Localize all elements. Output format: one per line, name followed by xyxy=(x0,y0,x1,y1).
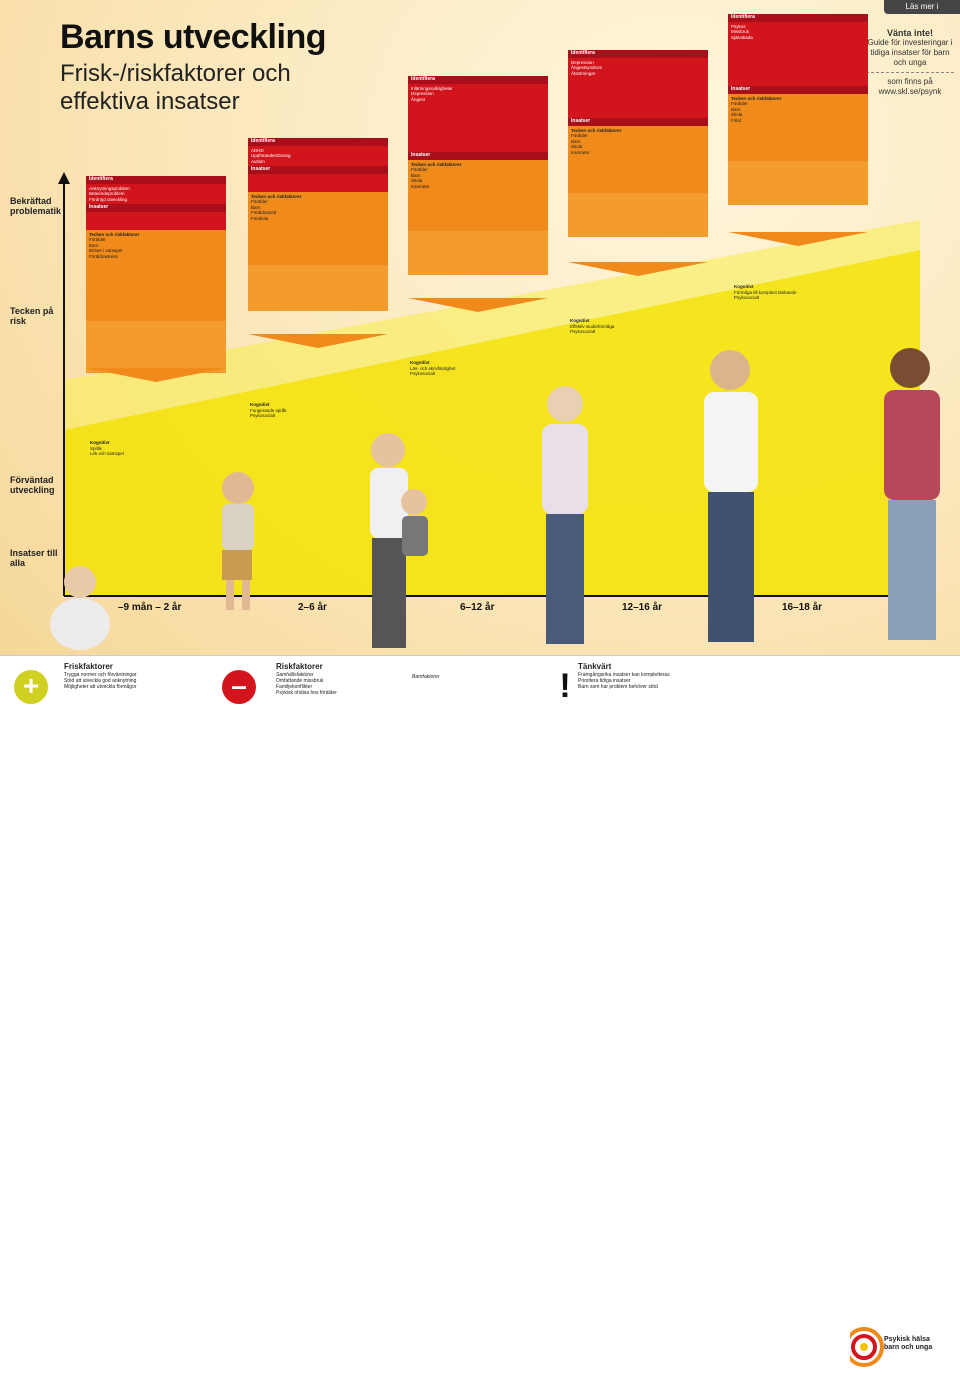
preteen-girl-figure xyxy=(520,378,610,656)
card-line: Missbruk xyxy=(731,29,750,34)
read-more-heading: Vänta inte! xyxy=(886,28,933,38)
footer-line: Trygga normer och förväntningar xyxy=(64,672,137,678)
card-identify-list xyxy=(86,184,226,205)
read-more-intro: som finns på xyxy=(887,77,933,86)
footer-line: Omfattande missbruk xyxy=(276,678,324,684)
card-line: Förälder xyxy=(571,133,588,138)
age-label-1: 2–6 år xyxy=(298,602,327,613)
note-line: Läs- och skrivfärdighet xyxy=(410,365,456,371)
logo-line: barn och unga xyxy=(884,1344,933,1351)
card-age-2 xyxy=(408,76,548,275)
card-subheader: Insatser xyxy=(408,152,548,160)
level-label-confirmed: Bekräftad problematik xyxy=(10,196,62,216)
card-risk-heading: Tecken och riskfaktorer xyxy=(731,95,782,101)
card-age-3 xyxy=(568,50,708,237)
card-line: Inlärningssvårigheter xyxy=(411,85,453,91)
card-insats-block xyxy=(86,212,226,230)
card-line: Förälder xyxy=(731,101,748,106)
card-line: Barn xyxy=(571,138,581,144)
card-line: Brister i samspel xyxy=(89,248,123,253)
card-line: Förälder xyxy=(411,167,428,172)
card-risk-block xyxy=(248,192,388,266)
note-heading: Kognitivt xyxy=(410,360,430,365)
card-line: Skola xyxy=(571,144,583,149)
read-more-link[interactable]: www.skl.se/psynk xyxy=(878,87,942,96)
card-identify-list xyxy=(248,146,388,167)
note-line: Psykosocialt xyxy=(734,295,760,300)
footer-line: Stöd att utveckla god anknytning xyxy=(64,678,137,684)
footer-risk xyxy=(276,664,536,696)
psykisk-halsa-logo xyxy=(850,1324,954,1370)
footer-line: Barn som har problem behöver stöd xyxy=(578,684,658,690)
logo-text xyxy=(884,1336,932,1352)
yellow-note-0 xyxy=(90,440,220,457)
logo-line: Psykisk hälsa xyxy=(884,1336,930,1343)
read-more-box xyxy=(866,28,954,97)
card-risk-block xyxy=(408,160,548,232)
card-subheader: Insatser xyxy=(248,166,388,174)
card-subheader: Insatser xyxy=(728,86,868,94)
minus-icon: – xyxy=(222,670,256,704)
card-risk-heading: Tecken och riskfaktorer xyxy=(411,161,462,167)
plus-icon: + xyxy=(14,670,48,704)
card-line: Förälder xyxy=(251,199,268,204)
card-line: Självskada xyxy=(731,34,753,40)
card-line: Barn xyxy=(89,242,99,248)
card-arrow-1 xyxy=(248,334,388,348)
card-line: Skola xyxy=(731,112,743,117)
card-identify-list xyxy=(408,84,548,153)
card-insats-orange xyxy=(728,161,868,205)
young-adult-figure xyxy=(866,342,960,656)
card-age-1 xyxy=(248,138,388,311)
age-label-3: 12–16 år xyxy=(622,602,663,613)
card-age-0 xyxy=(86,176,226,373)
footer-tank xyxy=(578,664,798,690)
logo-mark-icon xyxy=(850,1324,886,1370)
card-insats-orange xyxy=(408,231,548,275)
card-line: Depression xyxy=(411,91,434,96)
card-risk-block xyxy=(568,126,708,194)
card-line: Beteendeproblem xyxy=(89,191,125,196)
level-label-universal: Insatser till alla xyxy=(10,548,58,568)
note-line: Psykosocialt xyxy=(250,413,276,418)
card-header: Identifiera xyxy=(568,50,708,58)
page-title: Barns utveckling xyxy=(60,18,326,56)
yellow-note-1 xyxy=(250,402,380,419)
note-line: Effektiv studieförmåga xyxy=(570,323,615,329)
note-heading: Kognitivt xyxy=(250,402,270,407)
footer-line: Möjligheter att utveckla förmågor xyxy=(64,684,137,690)
card-line: ADHD xyxy=(251,147,264,153)
note-heading: Kognitivt xyxy=(734,284,754,289)
card-age-4 xyxy=(728,14,868,205)
yellow-note-2 xyxy=(410,360,540,377)
card-insats-block xyxy=(248,174,388,192)
card-line: Kamrater xyxy=(411,183,430,189)
card-line: Barn xyxy=(731,106,741,112)
card-line: Fritid xyxy=(731,117,741,123)
age-label-4: 16–18 år xyxy=(782,602,823,613)
card-line: Fördröjd utveckling xyxy=(89,196,128,202)
card-risk-heading: Tecken och riskfaktorer xyxy=(571,127,622,133)
card-subheader: Insatser xyxy=(568,118,708,126)
card-line: Ångestsyndrom xyxy=(571,65,603,70)
card-header: Identifiera xyxy=(408,76,548,84)
level-label-expected: Förväntad utveckling xyxy=(10,475,55,495)
note-heading: Kognitivt xyxy=(90,440,110,445)
note-line: Språk xyxy=(90,445,102,451)
footer-risk-sub-b: Barnfaktorer xyxy=(412,674,440,680)
level-label-risk-signs: Tecken på risk xyxy=(10,306,54,326)
card-header: Identifiera xyxy=(86,176,226,184)
card-identify-list xyxy=(728,22,868,87)
y-axis-arrow xyxy=(58,172,70,184)
age-label-2: 6–12 år xyxy=(460,602,495,613)
age-label-0: –9 mån – 2 år xyxy=(118,602,182,613)
card-line: Anknytningsproblem xyxy=(89,185,130,191)
footer-risk-title: Riskfaktorer xyxy=(276,662,323,671)
read-more-tab: Läs mer i xyxy=(884,0,960,14)
card-line: Autism xyxy=(251,158,265,164)
footer-line: Familjekonflikter xyxy=(276,684,313,690)
teen-boy-figure xyxy=(680,344,780,656)
card-identify-list xyxy=(568,58,708,119)
exclamation-icon: ! xyxy=(559,667,571,705)
card-line: Förskola xyxy=(251,215,269,221)
card-line: Barn xyxy=(411,172,421,178)
card-insats-orange xyxy=(86,321,226,373)
card-insats-orange xyxy=(568,193,708,237)
card-header: Identifiera xyxy=(248,138,388,146)
footer-line: Psykisk ohälsa hos förälder xyxy=(276,690,337,696)
card-header: Identifiera xyxy=(728,14,868,22)
note-line: Lek och samspel xyxy=(90,451,124,456)
card-arrow-4 xyxy=(728,232,868,246)
footer-tank-title: Tänkvärt xyxy=(578,662,612,671)
card-line: Förälder xyxy=(89,237,106,242)
footer-line: Framgångsrika insatser kan kompletteras xyxy=(578,672,670,678)
footer-panel xyxy=(0,655,960,1351)
card-risk-heading: Tecken och riskfaktorer xyxy=(251,193,302,199)
note-line: Psykosocialt xyxy=(570,329,596,334)
card-line: Depression xyxy=(571,59,594,65)
page-subtitle: Frisk-/riskfaktorer och effektiva insatser xyxy=(60,60,291,115)
card-line: Ätstörningar xyxy=(571,70,596,76)
footer-risk-sub: Samhällsfaktorer xyxy=(276,672,314,678)
card-line: Uppförandestörning xyxy=(251,153,291,158)
card-line: Kamrater xyxy=(571,149,590,155)
toddler-figure xyxy=(196,466,276,616)
yellow-note-4 xyxy=(734,284,864,301)
card-risk-block xyxy=(86,230,226,322)
card-arrow-2 xyxy=(408,298,548,312)
card-line: Psykos xyxy=(731,23,746,29)
footer-frisk-title: Friskfaktorer xyxy=(64,662,113,671)
note-heading: Kognitivt xyxy=(570,318,590,323)
child-pair-figure xyxy=(356,426,436,656)
card-line: Föräldrastöd xyxy=(251,210,277,215)
card-line: Föräldrastress xyxy=(89,253,118,259)
card-arrow-0 xyxy=(86,368,226,382)
card-risk-block xyxy=(728,94,868,162)
child-baby-figure xyxy=(40,560,120,655)
card-subheader: Insatser xyxy=(86,204,226,212)
footer-line: Prioritera tidiga insatser xyxy=(578,678,631,684)
footer-frisk xyxy=(64,664,194,690)
divider xyxy=(866,72,954,73)
note-line: Psykosocialt xyxy=(410,371,436,376)
yellow-note-3 xyxy=(570,318,700,335)
note-line: Fungerande språk xyxy=(250,407,287,413)
card-risk-heading: Tecken och riskfaktorer xyxy=(89,231,140,237)
card-line: Barn xyxy=(251,204,261,210)
read-more-text: Guide för investeringar i tidiga insatser för barn och unga xyxy=(867,38,953,67)
card-insats-orange xyxy=(248,265,388,311)
card-line: Ångest xyxy=(411,96,426,102)
card-line: Skola xyxy=(411,178,423,183)
card-arrow-3 xyxy=(568,262,708,276)
note-line: Förmåga till komplext tänkande xyxy=(734,289,797,295)
